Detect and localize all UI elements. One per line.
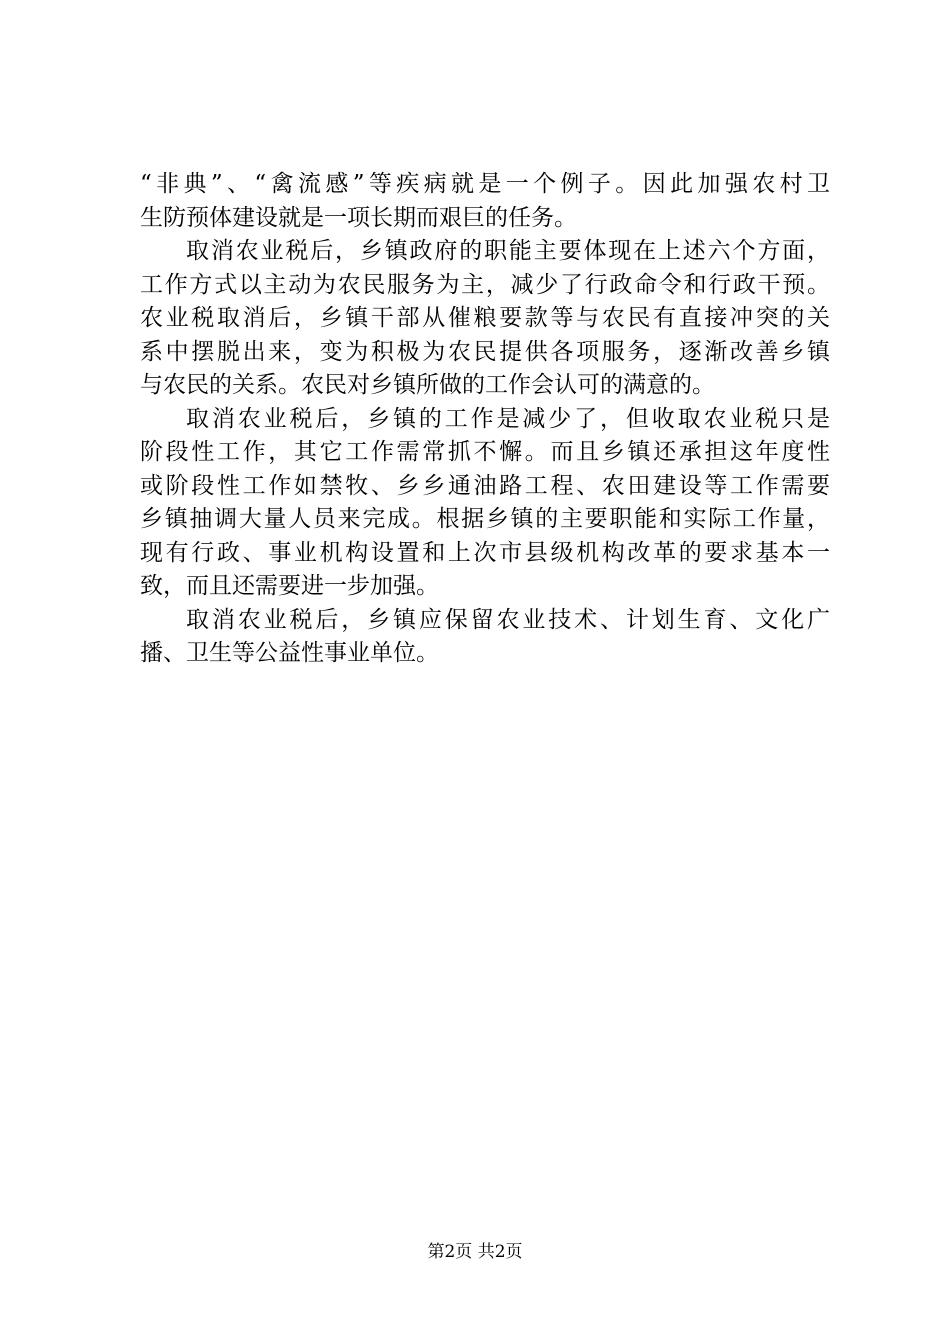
text-line: 阶段性工作，其它工作需常抓不懈。而且乡镇还承担这年度性 bbox=[140, 439, 830, 465]
text-line: 取消农业税后，乡镇的工作是减少了，但收取农业税只是 bbox=[186, 405, 830, 432]
text-line: 致，而且还需要进一步加强。 bbox=[140, 573, 439, 599]
text-line: 播、卫生等公益性事业单位。 bbox=[140, 640, 439, 666]
text-line: “非典”、“禽流感”等疾病就是一个例子。因此加强农村卫 bbox=[140, 171, 830, 197]
text-line: 或阶段性工作如禁牧、乡乡通油路工程、农田建设等工作需要 bbox=[140, 472, 830, 499]
text-line: 取消农业税后，乡镇应保留农业技术、计划生育、文化广 bbox=[186, 606, 830, 633]
text-line: 与农民的关系。农民对乡镇所做的工作会认可的满意的。 bbox=[140, 372, 715, 398]
text-line: 系中摆脱出来，变为积极为农民提供各项服务，逐渐改善乡镇 bbox=[140, 338, 830, 365]
page-footer bbox=[0, 1240, 950, 1264]
text-line: 取消农业税后，乡镇政府的职能主要体现在上述六个方面， bbox=[186, 238, 830, 264]
text-line: 农业税取消后，乡镇干部从催粮要款等与农民有直接冲突的关 bbox=[140, 305, 830, 331]
text-line: 乡镇抽调大量人员来完成。根据乡镇的主要职能和实际工作量， bbox=[140, 506, 830, 532]
page-number-label: 第2页 共2页 bbox=[427, 1242, 523, 1262]
text-line: 现有行政、事业机构设置和上次市县级机构改革的要求基本一 bbox=[140, 539, 830, 566]
text-line: 工作方式以主动为农民服务为主，减少了行政命令和行政干预。 bbox=[140, 271, 830, 298]
body-text bbox=[140, 168, 830, 671]
text-line: 生防预体建设就是一项长期而艰巨的任务。 bbox=[140, 204, 577, 231]
